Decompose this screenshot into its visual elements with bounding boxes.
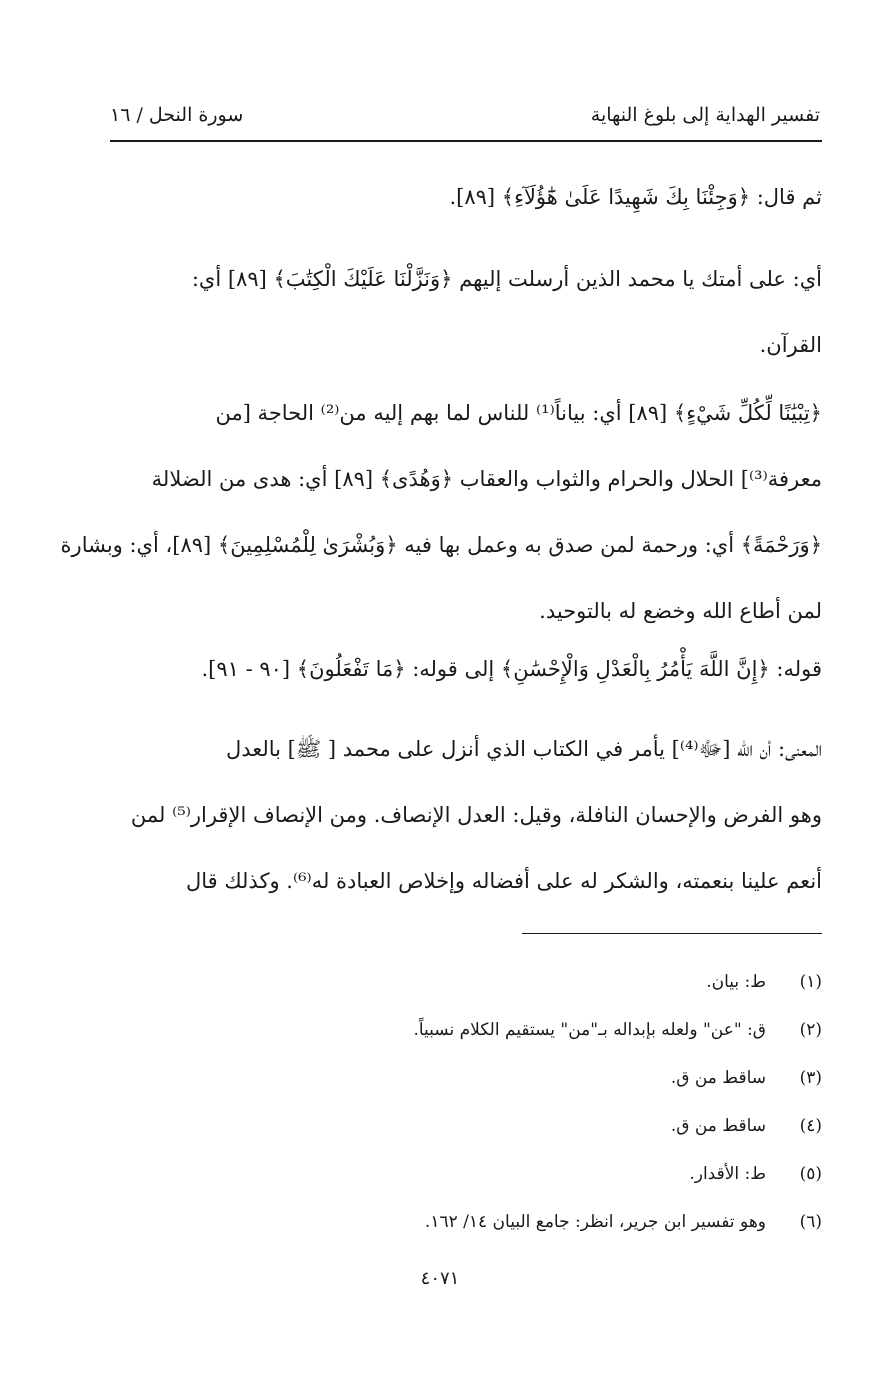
footnote-text: ساقط من ق. xyxy=(670,1116,766,1136)
footnote-2 xyxy=(200,1006,822,1054)
text-line: لمن أطاع الله وخضع له بالتوحيد. xyxy=(539,599,822,623)
footnote-text: ساقط من ق. xyxy=(670,1068,766,1088)
footnote-5 xyxy=(200,1150,822,1198)
text-line: أي: على أمتك يا محمد الذين أرسلت إليهم ﴿وَنَزَّلْنَا عَلَيْكَ الْكِتَٰبَ﴾ [٨٩] أي: xyxy=(191,267,822,291)
footnote-text: ق: "عن" ولعله بإبداله بـ"من" يستقيم الكلام نسبياً. xyxy=(413,1020,766,1040)
footnote-number: (٤) xyxy=(799,1116,822,1136)
footnote-number: (٣) xyxy=(799,1068,822,1088)
text-line: ﴿تِبْيَٰنًا لِّكُلِّ شَيْءٍ﴾ [٨٩] أي: بياناً⁽¹⁾ للناس لما بهم إليه من⁽²⁾ الحاجة [من xyxy=(215,401,822,425)
text-line: المعنى: أن الله [ﷻ⁽⁴⁾] يأمر في الكتاب الذي أنزل على محمد [ ﷺ] بالعدل xyxy=(225,737,822,761)
text-line: قوله: ﴿إِنَّ اللَّهَ يَأْمُرُ بِالْعَدْلِ وَالْإِحْسَٰنِ﴾ إلى قوله: ﴿مَا تَفْعَلُونَ﴾ [٩٠ - ٩١]. xyxy=(201,657,822,681)
book-title: تفسير الهداية إلى بلوغ النهاية xyxy=(590,104,820,126)
footnotes xyxy=(200,958,822,1246)
running-header xyxy=(110,104,820,140)
paragraph-4 xyxy=(108,636,822,702)
footnote-text: ط: الأقدار. xyxy=(689,1164,766,1184)
text-line: أنعم علينا بنعمته، والشكر له على أفضاله وإخلاص العبادة له⁽⁶⁾. وكذلك قال xyxy=(185,869,822,893)
text-line: ﴿وَرَحْمَةً﴾ أي: ورحمة لمن صدق به وعمل بها فيه ﴿وَبُشْرَىٰ لِلْمُسْلِمِينَ﴾ [٨٩]، أي: وبشارة xyxy=(60,533,822,557)
footnote-number: (٦) xyxy=(799,1212,822,1232)
footnote-3 xyxy=(200,1054,822,1102)
footnote-number: (٢) xyxy=(799,1020,822,1040)
footnote-6 xyxy=(200,1198,822,1246)
text-line: وهو الفرض والإحسان النافلة، وقيل: العدل الإنصاف. ومن الإنصاف الإقرار⁽⁵⁾ لمن xyxy=(130,803,822,827)
text-line: القرآن. xyxy=(759,333,822,357)
footnote-text: ط: بيان. xyxy=(706,972,766,992)
paragraph-5 xyxy=(108,716,822,914)
page-number: ٤٠٧١ xyxy=(420,1268,460,1289)
paragraph-2 xyxy=(108,246,822,378)
text-line: ثم قال: ﴿وَجِئْنَا بِكَ شَهِيدًا عَلَىٰ هَٰٓؤُلَآءِ﴾ [٨٩]. xyxy=(449,185,822,209)
text-line: معرفة⁽³⁾] الحلال والحرام والثواب والعقاب ﴿وَهُدًى﴾ [٨٩] أي: هدى من الضلالة xyxy=(151,467,822,491)
header-rule xyxy=(110,140,822,142)
footnote-separator xyxy=(522,933,822,934)
footnote-number: (١) xyxy=(799,972,822,992)
footnote-1 xyxy=(200,958,822,1006)
footnote-number: (٥) xyxy=(799,1164,822,1184)
footnote-text: وهو تفسير ابن جرير، انظر: جامع البيان ١٤/ ١٦٢. xyxy=(424,1212,766,1232)
surah-label: سورة النحل / ١٦ xyxy=(110,104,244,126)
paragraph-3 xyxy=(60,380,822,644)
paragraph-1 xyxy=(108,164,822,230)
footnote-4 xyxy=(200,1102,822,1150)
